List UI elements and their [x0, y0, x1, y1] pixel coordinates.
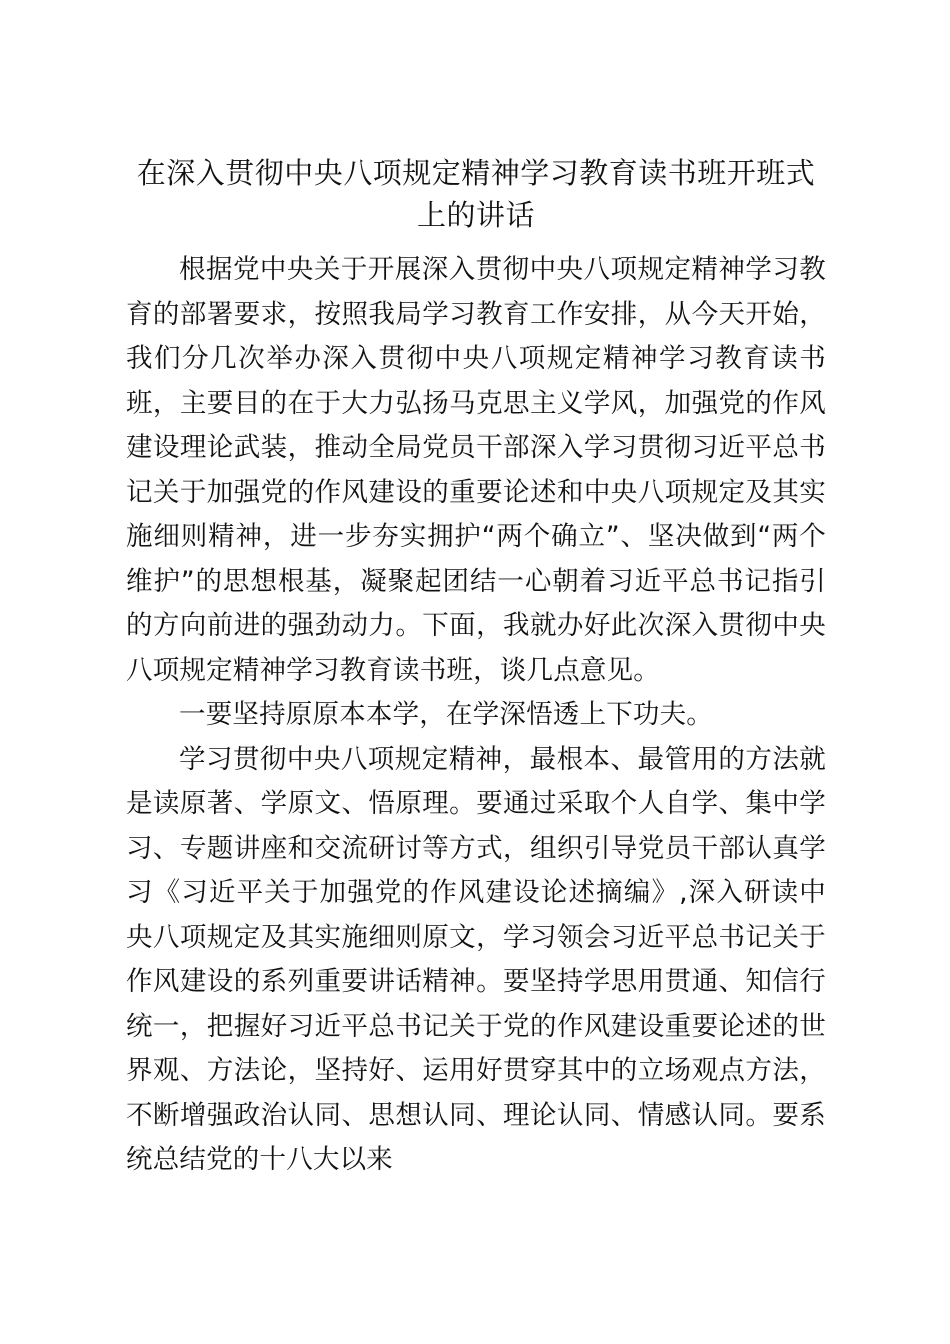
paragraph-point-one-body: 学习贯彻中央八项规定精神，最根本、最管用的方法就是读原著、学原文、悟原理。要通过采取个人自学、集中学习、专题讲座和交流研讨等方式，组织引导党员干部认真学习《习近平关于加强党的作风建设论述摘编》,深入研读中央八项规定及其实施细则原文，学习领会习近平总书记关于作风建设的系列重要讲话精神。要坚持学思用贯通、知信行统一，把握好习近平总书记关于党的作风建设重要论述的世界观、方法论，坚持好、运用好贯穿其中的立场观点方法，不断增强政治认同、思想认同、理论认同、情感认同。要系统总结党的十八大以来	[126, 743, 826, 1175]
paragraph-point-one-heading: 一要坚持原原本本学，在学深悟透上下功夫。	[179, 699, 713, 730]
paragraph-intro: 根据党中央关于开展深入贯彻中央八项规定精神学习教育的部署要求，按照我局学习教育工作安排，从今天开始，我们分几次举办深入贯彻中央八项规定精神学习教育读书班，主要目的在于大力弘扬马克思主义学风，加强党的作风建设理论武装，推动全局党员干部深入学习贯彻习近平总书记关于加强党的作风建设的重要论述和中央八项规定及其实施细则精神，进一步夯实拥护“两个确立”、坚决做到“两个维护”的思想根基，凝聚起团结一心朝着习近平总书记指引的方向前进的强劲动力。下面，我就办好此次深入贯彻中央八项规定精神学习教育读书班，谈几点意见。	[126, 254, 826, 686]
document-body	[126, 152, 826, 1183]
document-title: 在深入贯彻中央八项规定精神学习教育读书班开班式上的讲话	[136, 156, 816, 232]
